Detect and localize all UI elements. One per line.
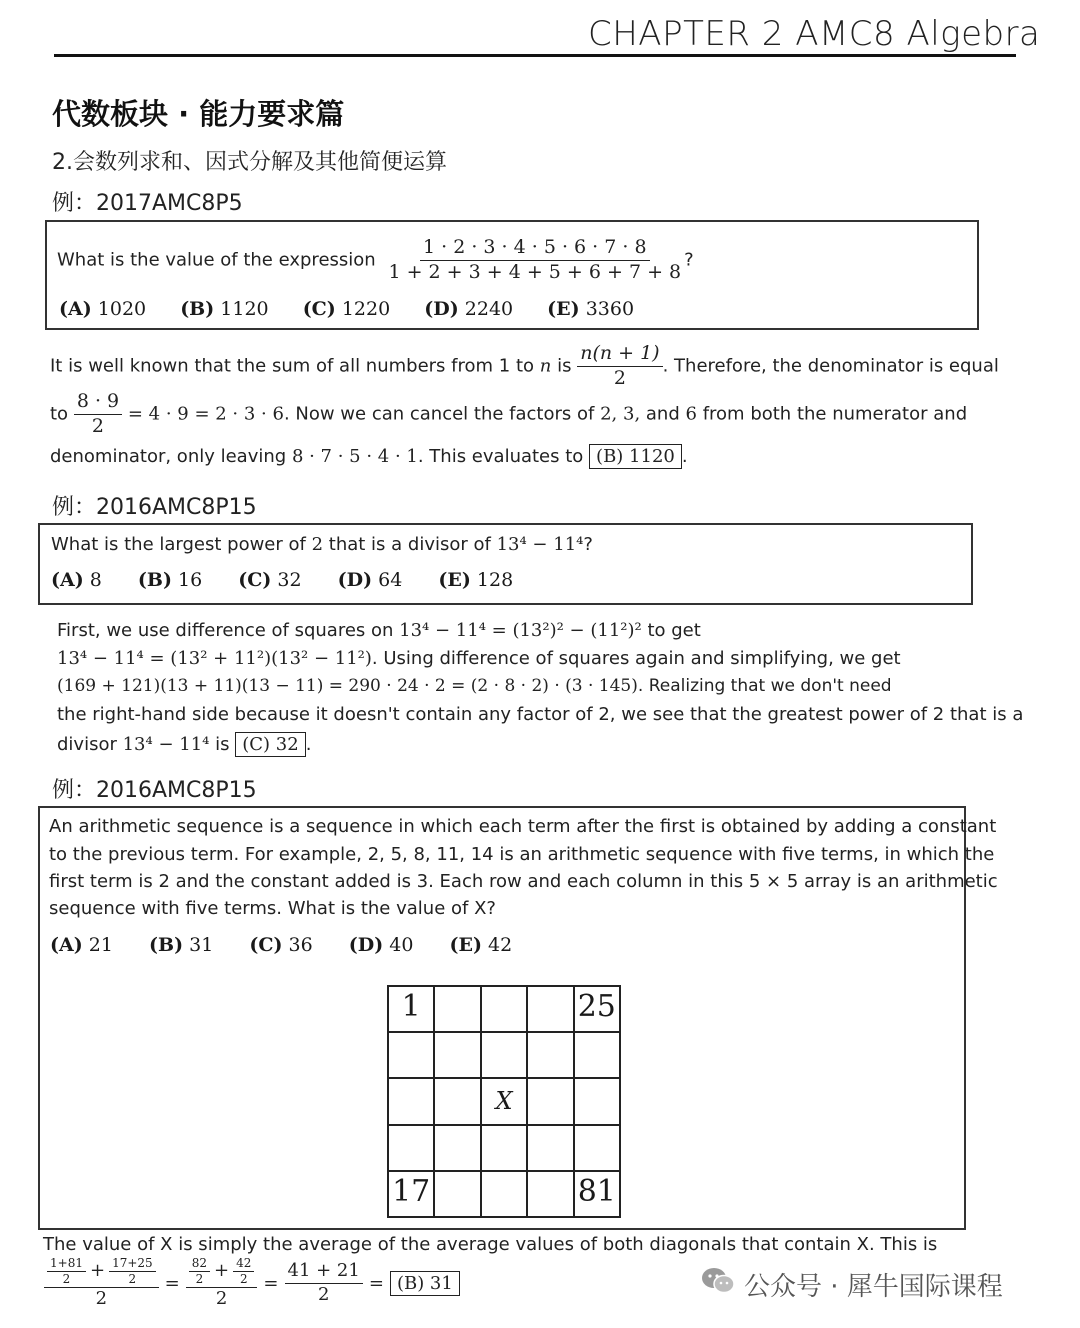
solution-1-line-3: denominator, only leaving 8 · 7 · 5 · 4 · 1. This evaluates to (B) 1120 . <box>50 446 688 467</box>
problem-2-question: What is the largest power of 2 that is a divisor of 13⁴ − 11⁴? <box>51 534 593 555</box>
grid-cell: 25 <box>574 986 620 1032</box>
grid-cell <box>434 1032 480 1078</box>
choice-a: (A) 1020 <box>59 298 147 320</box>
grid-cell <box>574 1125 620 1171</box>
problem-3-line-2: to the previous term. For example, 2, 5, 8, 11, 14 is an arithmetic sequence with five terms, in which the <box>49 844 995 865</box>
header-rule <box>54 54 1016 57</box>
answer-box-2: (C) 32 <box>235 732 305 757</box>
choice-c: (C) 1220 <box>302 298 391 320</box>
choice-b: (B) 31 <box>149 934 214 956</box>
grid-cell: 1 <box>388 986 434 1032</box>
choice-e: (E) 42 <box>449 934 513 956</box>
choice-b: (B) 16 <box>137 569 203 591</box>
choice-b: (B) 1120 <box>180 298 269 320</box>
solution-3-line-1: The value of X is simply the average of the average values of both diagonals that contain X. This is <box>43 1234 938 1255</box>
choice-e: (E) 128 <box>438 569 514 591</box>
grid-cell <box>527 1125 573 1171</box>
choices-3 <box>50 934 512 956</box>
solution-1-line-1: It is well known that the sum of all numbers from 1 to n is $\frac{n(n + 1)}{2}$ . Therefore, the denominator is equal <box>50 342 999 389</box>
grid-cell <box>574 1078 620 1124</box>
question-text: What is the value of the expression <box>57 249 376 271</box>
answer-box-1: (B) 1120 <box>589 444 682 469</box>
choices-2 <box>51 569 513 591</box>
choice-d: (D) 64 <box>337 569 403 591</box>
problem-box-2 <box>38 523 973 605</box>
solution-3-equation: $\frac{1+81}{2}$ + $\frac{17+25}{2}$ 2 = $\frac{82}{2}$ + $\frac{42}{2}$ 2 = $\frac{41 + 21}{2}$ = (B) 31 <box>44 1256 460 1311</box>
grid-cell <box>434 1078 480 1124</box>
fraction-denominator: 1 + 2 + 3 + 4 + 5 + 6 + 7 + 8 <box>388 260 682 283</box>
watermark <box>700 1266 1003 1303</box>
solution-2-line-1: First, we use difference of squares on 13⁴ − 11⁴ = (13²)² − (11²)² to get <box>57 620 701 641</box>
choices-1 <box>59 298 634 320</box>
problem-3-line-4: sequence with five terms. What is the value of X? <box>49 898 496 919</box>
example-label-3: 例：2016AMC8P15 <box>52 778 257 803</box>
watermark-text: 公众号 · 犀牛国际课程 <box>744 1272 1003 1302</box>
problem-box-1 <box>45 220 979 330</box>
choice-a: (A) 8 <box>51 569 102 591</box>
grid-cell <box>574 1032 620 1078</box>
denominator-fraction: $\frac{8 \cdot 9}{2}$ <box>74 390 122 439</box>
grid-cell <box>527 1032 573 1078</box>
grid-cell <box>481 1032 527 1078</box>
grid-cell <box>434 1125 480 1171</box>
outer-fraction-3: $\frac{41 + 21}{2}$ <box>285 1260 363 1306</box>
choice-e: (E) 3360 <box>547 298 635 320</box>
example-label-1: 例：2017AMC8P5 <box>52 191 243 216</box>
arithmetic-grid <box>387 985 621 1218</box>
solution-2-line-2: 13⁴ − 11⁴ = (13² + 11²)(13² − 11²). Using difference of squares again and simplifying, we get <box>57 648 901 669</box>
expression-fraction <box>385 236 684 285</box>
outer-fraction-1: $\frac{1+81}{2}$ + $\frac{17+25}{2}$ 2 <box>44 1256 159 1311</box>
grid-cell <box>388 1032 434 1078</box>
grid-cell: 17 <box>388 1171 434 1217</box>
choice-c: (C) 36 <box>249 934 313 956</box>
question-mark: ? <box>684 249 694 271</box>
fraction-numerator: 1 · 2 · 3 · 4 · 5 · 6 · 7 · 8 <box>420 236 650 261</box>
outer-fraction-2: $\frac{82}{2}$ + $\frac{42}{2}$ 2 <box>186 1256 258 1311</box>
section-title: 代数板块 · 能力要求篇 <box>52 97 345 131</box>
grid-cell <box>434 986 480 1032</box>
wechat-icon <box>700 1266 736 1303</box>
grid-cell <box>527 986 573 1032</box>
grid-cell <box>388 1078 434 1124</box>
solution-2-line-4: the right-hand side because it doesn't contain any factor of 2, we see that the greatest power of 2 that is a <box>57 704 1024 725</box>
choice-c: (C) 32 <box>238 569 302 591</box>
grid-cell <box>481 1125 527 1171</box>
problem-3-line-1: An arithmetic sequence is a sequence in which each term after the first is obtained by adding a constant <box>49 816 997 837</box>
grid-cell <box>481 986 527 1032</box>
chapter-header: CHAPTER 2 AMC8 Algebra <box>588 14 1041 54</box>
choice-a: (A) 21 <box>50 934 113 956</box>
grid-cell-x: X <box>481 1078 527 1124</box>
section-subtitle: 2.会数列求和、因式分解及其他简便运算 <box>52 150 447 175</box>
choice-d: (D) 2240 <box>424 298 514 320</box>
answer-box-3: (B) 31 <box>390 1271 460 1296</box>
grid-cell <box>527 1078 573 1124</box>
choice-d: (D) 40 <box>348 934 414 956</box>
example-label-2: 例：2016AMC8P15 <box>52 495 257 520</box>
grid-cell <box>388 1125 434 1171</box>
grid-cell: 81 <box>574 1171 620 1217</box>
problem-3-line-3: first term is 2 and the constant added is 3. Each row and each column in this 5 × 5 array is an arithmetic <box>49 871 998 892</box>
grid-cell <box>527 1171 573 1217</box>
grid-cell <box>481 1171 527 1217</box>
solution-2-line-3: (169 + 121)(13 + 11)(13 − 11) = 290 · 24 · 2 = (2 · 8 · 2) · (3 · 145). Realizing that we don't need <box>57 676 892 696</box>
sum-formula-fraction: $\frac{n(n + 1)}{2}$ <box>577 342 662 391</box>
problem-1-question <box>57 236 694 285</box>
solution-2-line-5: divisor 13⁴ − 11⁴ is (C) 32 . <box>57 734 312 755</box>
grid-cell <box>434 1171 480 1217</box>
solution-1-line-2: to $\frac{8 \cdot 9}{2}$ = 4 · 9 = 2 · 3 · 6. Now we can cancel the factors of 2, 3, and 6 from both the numerator and <box>50 390 968 437</box>
